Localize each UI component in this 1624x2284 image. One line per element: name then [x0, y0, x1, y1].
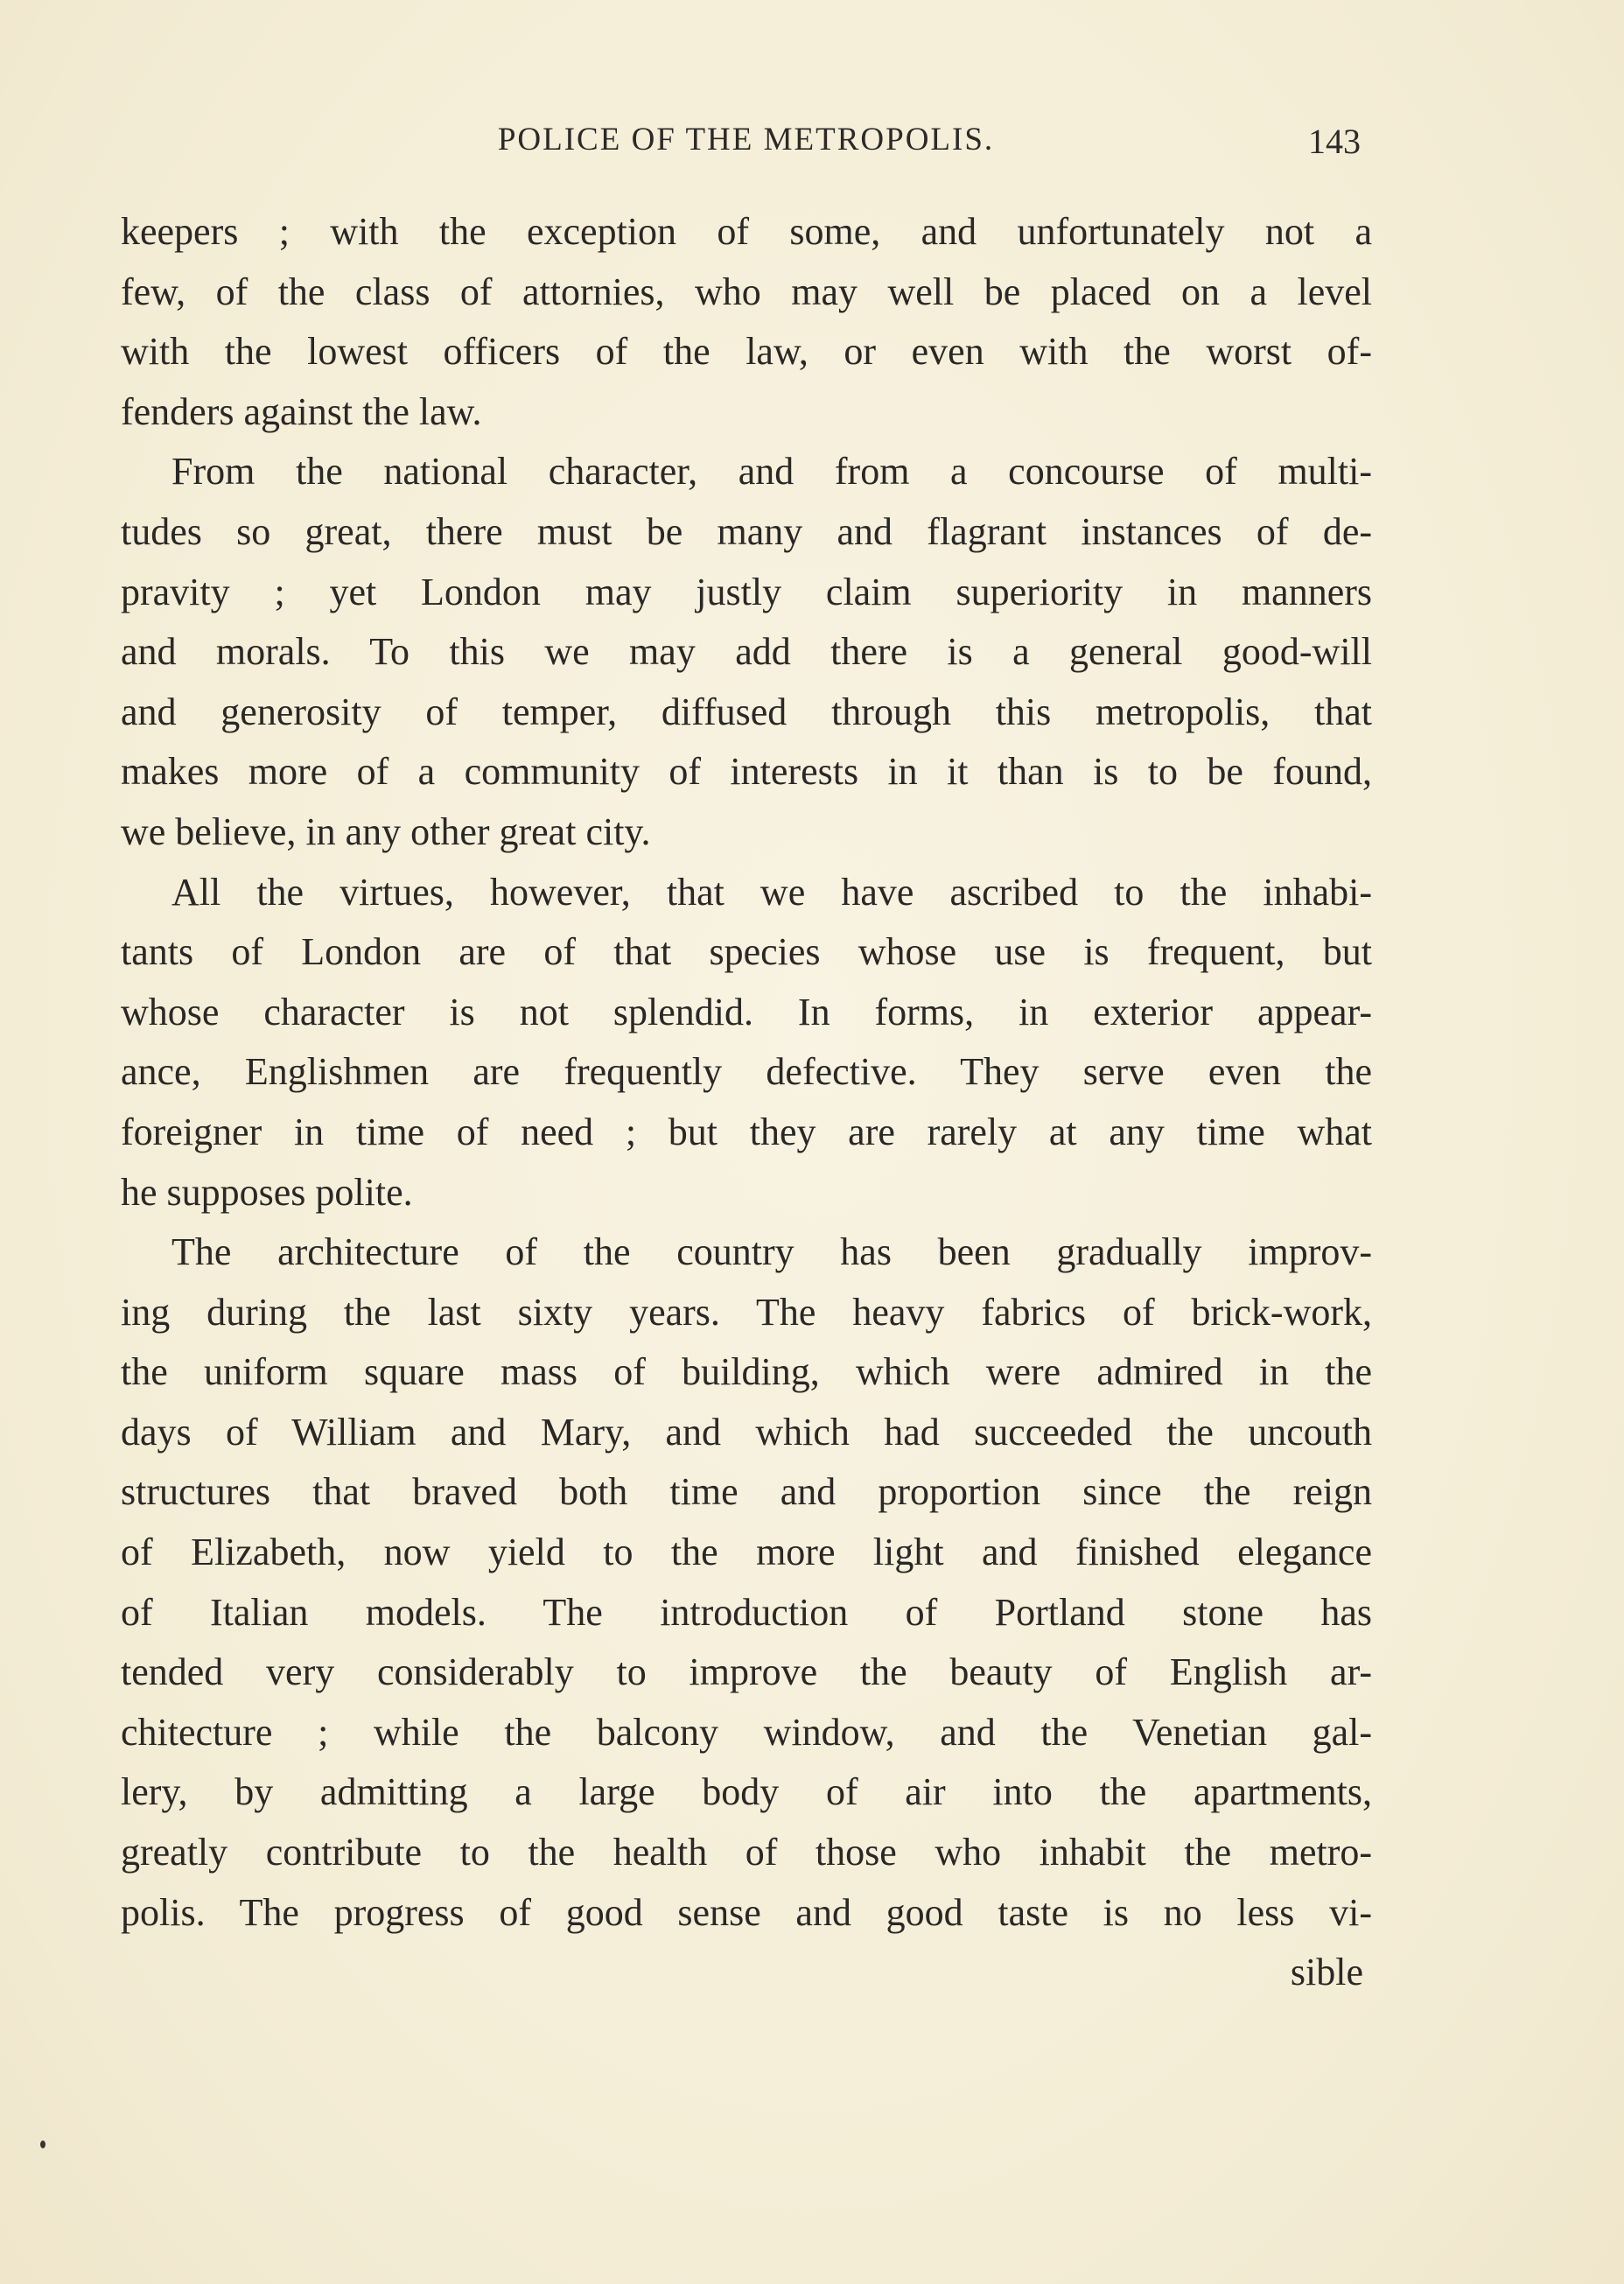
text-line: structures that braved both time and proportion since the reign: [121, 1470, 1372, 1514]
text-line: with the lowest officers of the law, or even with the worst of-: [121, 330, 1372, 374]
text-line: greatly contribute to the health of those who inhabit the metro-: [121, 1831, 1372, 1874]
text-line: days of William and Mary, and which had succeeded the uncouth: [121, 1410, 1372, 1454]
text-line: The architecture of the country has been gradually improv-: [172, 1230, 1372, 1274]
text-line: keepers ; with the exception of some, and unfortunately not a: [121, 210, 1372, 253]
text-line: tudes so great, there must be many and flagrant instances of de-: [121, 509, 1372, 553]
text-line: whose character is not splendid. In forms, in exterior appear-: [121, 990, 1372, 1033]
text-line: pravity ; yet London may justly claim superiority in manners: [121, 570, 1372, 613]
text-line: ance, Englishmen are frequently defective. They serve even the: [121, 1050, 1372, 1094]
catchword: sible: [1290, 1951, 1363, 1994]
text-line: and morals. To this we may add there is a general good-will: [121, 630, 1372, 674]
text-line: chitecture ; while the balcony window, and the Venetian gal-: [121, 1710, 1372, 1754]
text-line: and generosity of temper, diffused through this metropolis, that: [121, 690, 1372, 733]
page-number: 143: [1308, 122, 1361, 161]
text-line: lery, by admitting a large body of air into the apartments,: [121, 1770, 1372, 1814]
text-line: of Elizabeth, now yield to the more light and finished elegance: [121, 1531, 1372, 1574]
text-line: fenders against the law.: [121, 389, 482, 433]
body-text: [121, 207, 1372, 2007]
text-line: ing during the last sixty years. The heavy fabrics of brick-work,: [121, 1290, 1372, 1334]
running-head: [122, 121, 1369, 173]
text-line: From the national character, and from a concourse of multi-: [172, 450, 1372, 494]
text-line: the uniform square mass of building, which were admired in the: [121, 1350, 1372, 1394]
text-line: foreigner in time of need ; but they are rarely at any time what: [121, 1110, 1372, 1153]
text-line: All the virtues, however, that we have ascribed to the inhabi-: [172, 870, 1372, 914]
text-line: polis. The progress of good sense and good taste is no less vi-: [121, 1890, 1372, 1934]
text-line: tended very considerably to improve the beauty of English ar-: [121, 1650, 1372, 1694]
running-title: POLICE OF THE METROPOLIS.: [497, 122, 995, 158]
text-line: he supposes polite.: [121, 1170, 413, 1214]
text-line: we believe, in any other great city.: [121, 809, 651, 853]
text-line: few, of the class of attornies, who may well be placed on a level: [121, 270, 1372, 313]
ink-speck: [40, 2140, 46, 2148]
text-line: makes more of a community of interests in it than is to be found,: [121, 750, 1372, 794]
text-line: of Italian models. The introduction of Portland stone has: [121, 1590, 1372, 1634]
text-line: tants of London are of that species whose use is frequent, but: [121, 930, 1372, 974]
